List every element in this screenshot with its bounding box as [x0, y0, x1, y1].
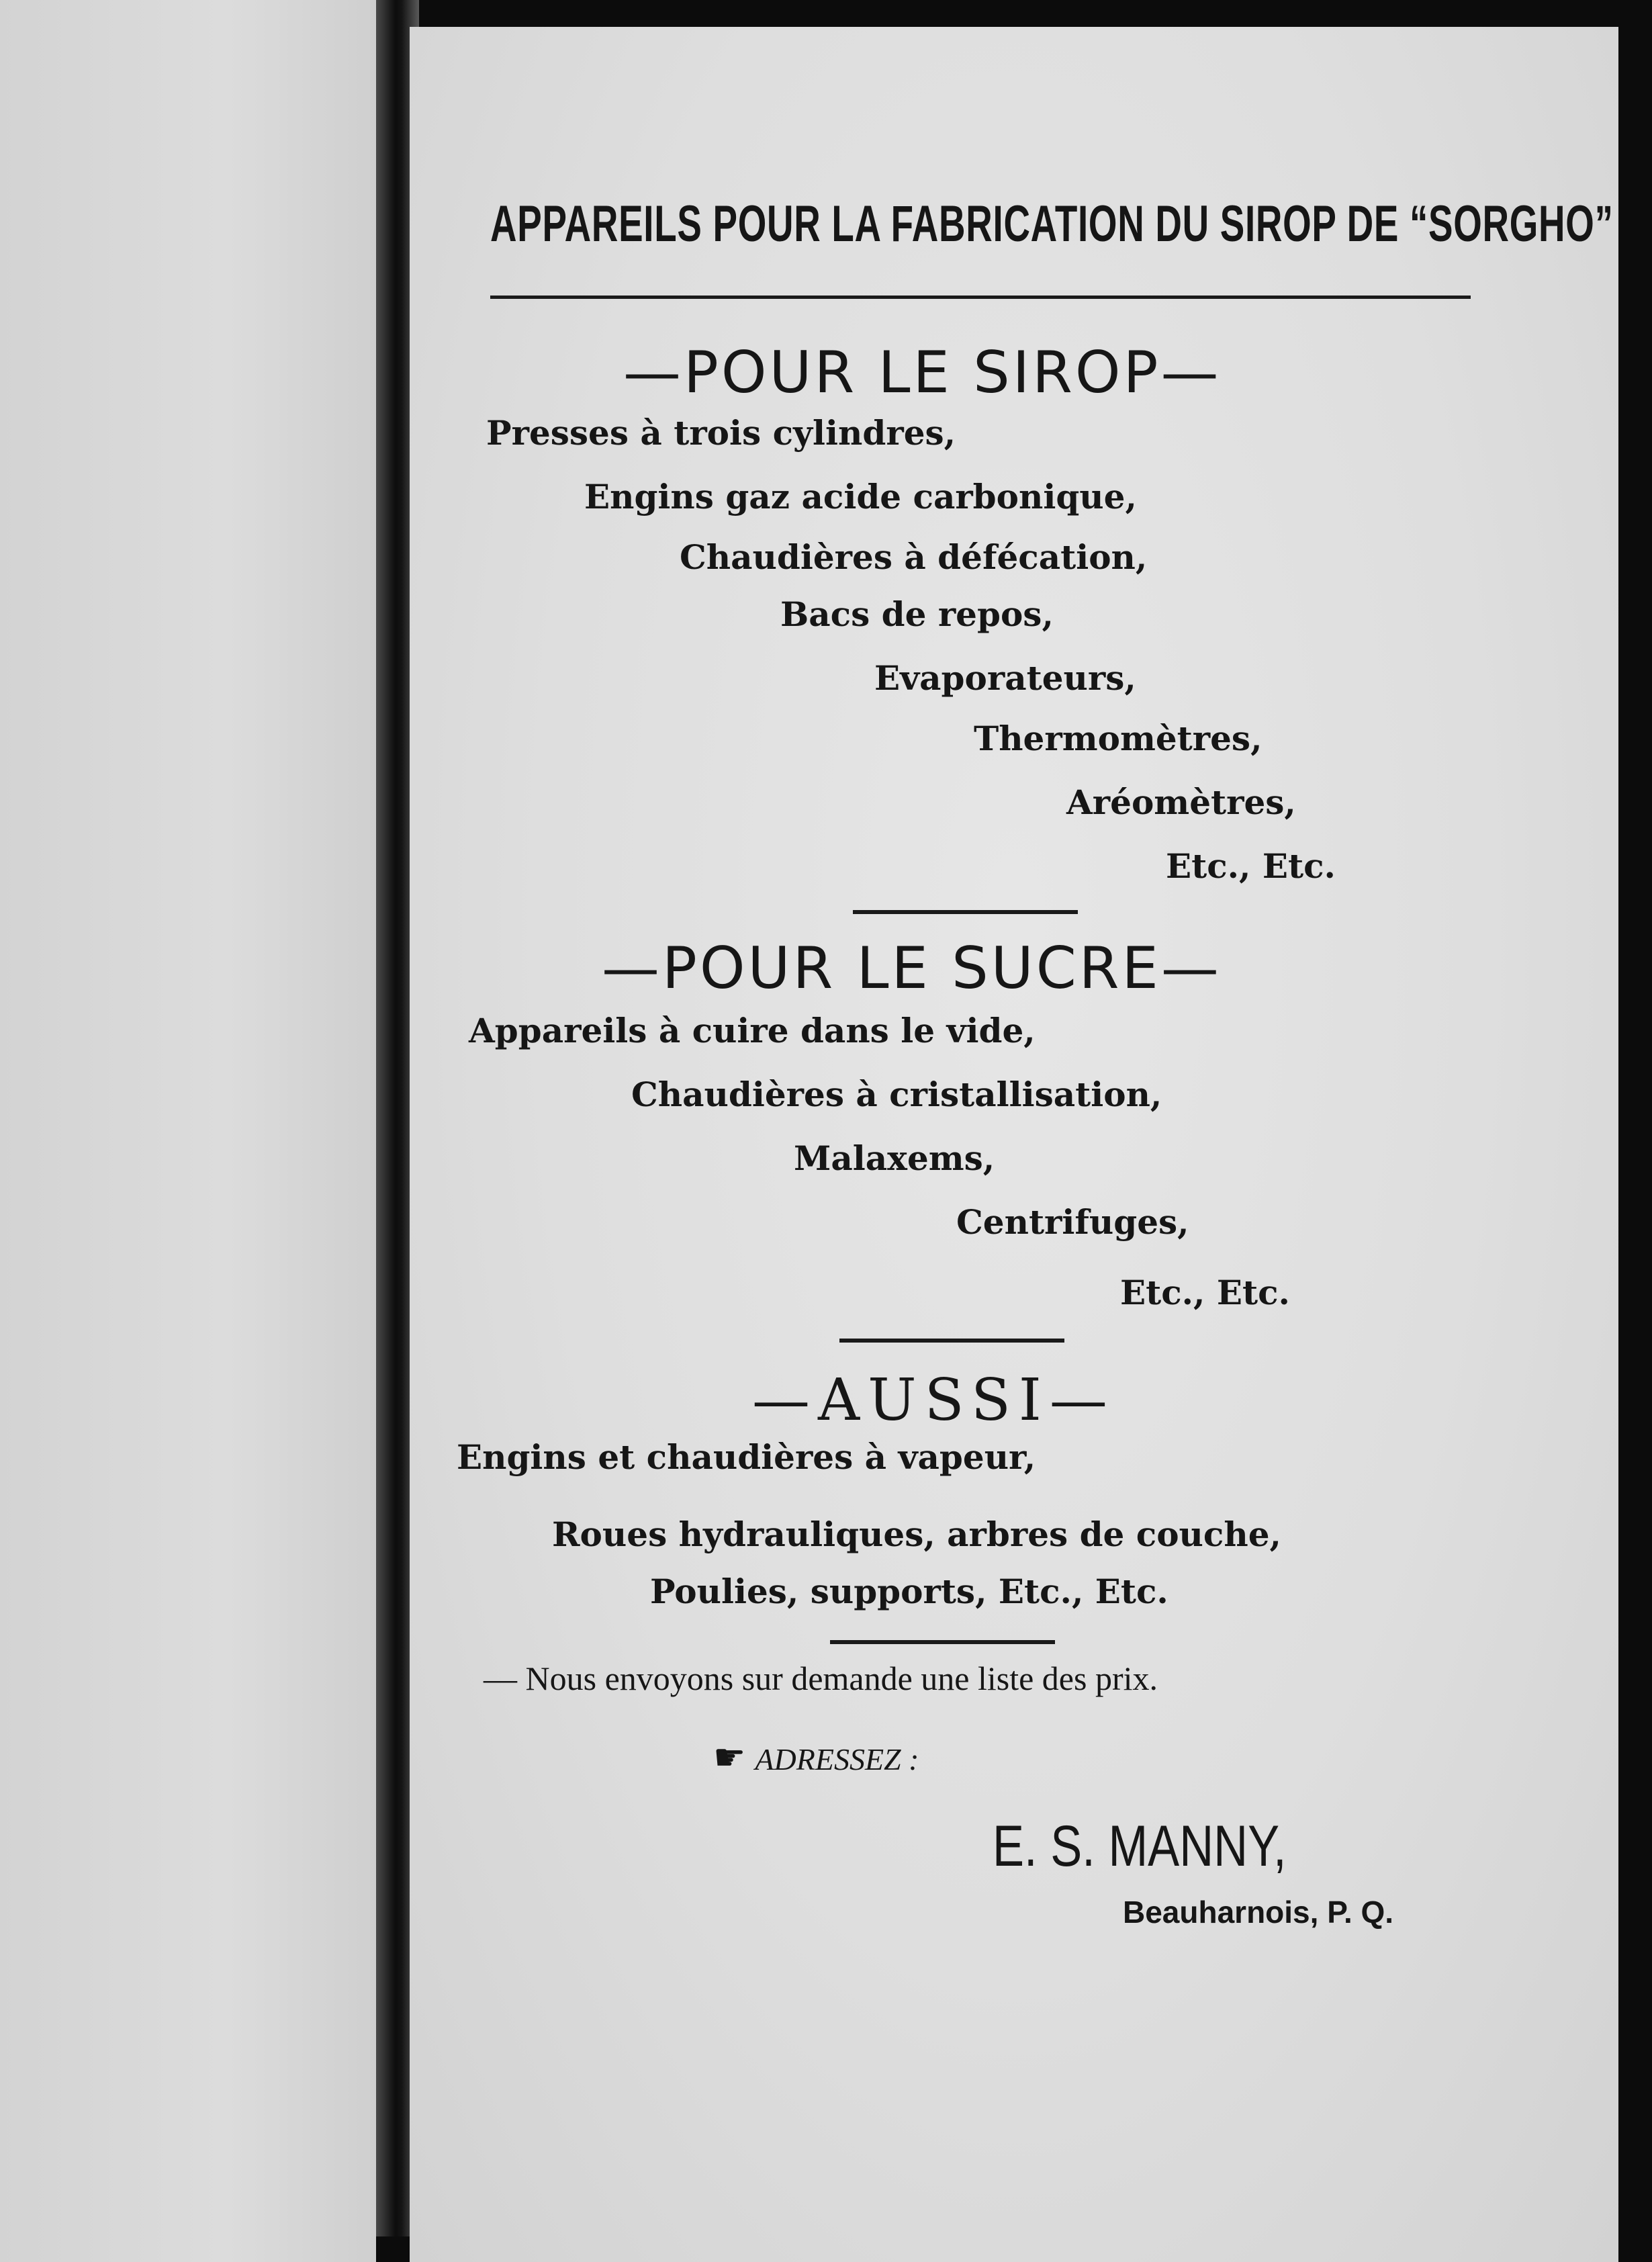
list-item: Etc., Etc.	[1166, 846, 1336, 886]
section-divider	[853, 910, 1078, 914]
list-item: Chaudières à cristallisation,	[631, 1075, 1162, 1114]
list-item: Engins gaz acide carbonique,	[584, 477, 1137, 516]
pointing-hand-icon: ☛	[713, 1736, 746, 1778]
list-item: Malaxems,	[794, 1138, 995, 1178]
list-item: Evaporateurs,	[874, 658, 1136, 698]
section-divider	[830, 1640, 1055, 1644]
list-item: Presses à trois cylindres,	[486, 413, 956, 453]
list-item: Engins et chaudières à vapeur,	[457, 1437, 1036, 1477]
left-page-edge	[0, 0, 376, 2262]
title-divider	[490, 296, 1471, 299]
list-item: Roues hydrauliques, arbres de couche,	[552, 1514, 1281, 1554]
list-item: Appareils à cuire dans le vide,	[469, 1011, 1036, 1050]
section-heading-sucre: —POUR LE SUCRE—	[602, 935, 1222, 1002]
list-item: Chaudières à défécation,	[680, 537, 1148, 577]
list-item: Thermomètres,	[974, 719, 1263, 758]
address-line	[713, 1736, 919, 1778]
section-divider	[839, 1339, 1064, 1343]
page-title: APPAREILS POUR LA FABRICATION DU SIROP DE “SORGHO”	[490, 195, 1614, 253]
section-heading-sirop: —POUR LE SIROP—	[623, 339, 1222, 406]
address-label: ADRESSEZ :	[755, 1742, 919, 1776]
list-item: Centrifuges,	[956, 1202, 1189, 1242]
list-item: Etc., Etc.	[1120, 1273, 1290, 1312]
merchant-location: Beauharnois, P. Q.	[1123, 1895, 1394, 1930]
list-item: Aréomètres,	[1066, 782, 1296, 822]
price-list-note: — Nous envoyons sur demande une liste des prix.	[484, 1660, 1158, 1697]
merchant-name: E. S. MANNY,	[993, 1814, 1287, 1879]
list-item: Poulies, supports, Etc., Etc.	[650, 1572, 1168, 1611]
list-item: Bacs de repos,	[780, 594, 1054, 634]
section-heading-aussi: —AUSSI—	[752, 1367, 1115, 1434]
